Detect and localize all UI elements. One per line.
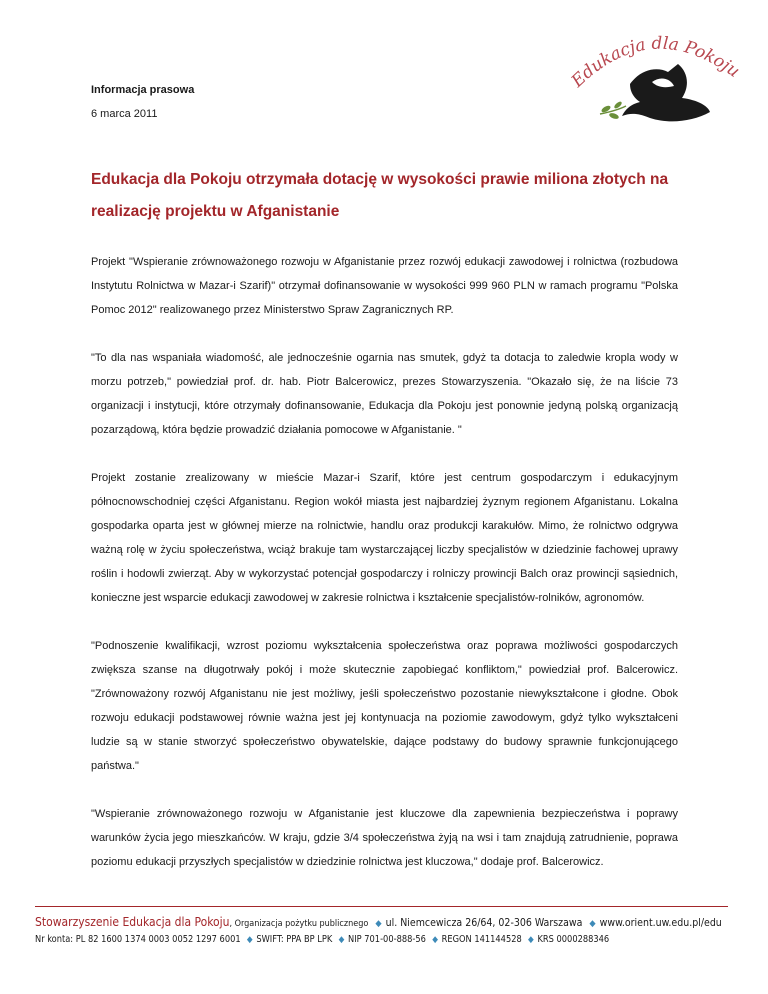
logo-text: Edukacja dla Pokoj: [567, 33, 734, 92]
article-body: [91, 250, 678, 898]
paragraph: Projekt zostanie zrealizowany w mieście Mazar-i Szarif, które jest centrum gospodarczym i edukacyjnym północnowschodniej części Afganistanu. Region wokół miasta jest najbardziej żyznym regionem Afganistanu. Lokalna gospodarka oparta jest w głównej mierze na rolnictwie, handlu oraz produkcji karakułów. Mimo, że rolnictwo odgrywa ważną rolę w życiu społeczeństwa, wciąż brakuje tam wystarczającej liczby specjalistów w dziedzinie fachowej uprawy roślin i hodowli zwierząt. Aby w wykorzystać potencjał gospodarczy i rolniczy prowincji Balch oraz prowincji sąsiednich, konieczne jest wsparcie edukacji zawodowej w zakresie rolnictwa i kształcenie specjalistów-rolników, agronomów.: [91, 472, 678, 604]
separator-icon: ◆: [432, 935, 438, 945]
footer-row-2: [35, 932, 679, 948]
paragraph: "Wspieranie zrównoważonego rozwoju w Afganistanie jest kluczowe dla zapewnienia bezpieczeństwa i poprawy warunków życia jego mieszkańców. W kraju, gdzie 3/4 społeczeństwa żyją na wsi i tam znajdują zatrudnienie, poprawa poziomu edukacji przyszłych specjalistów w dziedzinie rolnictwa jest kluczowa," dodaje prof. Balcerowicz.: [91, 808, 678, 868]
footer-org-type: , Organizacja pożytku publicznego: [229, 919, 369, 929]
footer-address: ul. Niemcewicza 26/64, 02-306 Warszawa: [385, 917, 583, 929]
paragraph: "To dla nas wspaniała wiadomość, ale jednocześnie ogarnia nas smutek, gdyż ta dotacja to zaledwie kropla wody w morzu potrzeb," powiedział prof. dr. hab. Piotr Balcerowicz, prezes Stowarzyszenia. "Okazało się, że na liście 73 organizacji i instytucji, które otrzymały dofinansowanie, Edukacja dla Pokoju jest ponownie jedyną polską organizacją pozarządową, która będzie prowadzić działania pomocowe w Afganistanie. ": [91, 352, 678, 436]
footer-nip: NIP 701-00-888-56: [348, 934, 426, 945]
footer-krs: KRS 0000288346: [537, 934, 610, 945]
separator-icon: ◆: [528, 935, 534, 945]
paragraph: Projekt "Wspieranie zrównoważonego rozwoju w Afganistanie przez rozwój edukacji zawodowej i rolnictwa (rozbudowa Instytutu Rolnictwa w Mazar-i Szarif)" otrzymał dofinansowanie w wysokości 999 960 PLN w ramach programu "Polska Pomoc 2012" realizowanego przez Ministerstwo Spraw Zagranicznych RP.: [91, 256, 678, 316]
footer-org-name: Stowarzyszenie Edukacja dla Pokoju: [35, 915, 230, 929]
release-date: 6 marca 2011: [91, 108, 158, 120]
footer-row-1: [35, 914, 735, 932]
footer-swift: SWIFT: PPA BP LPK: [256, 934, 333, 945]
separator-icon: ◆: [246, 935, 253, 945]
footer-divider: [35, 906, 728, 907]
page-title: Edukacja dla Pokoju otrzymała dotację w wysokości prawie miliona złotych na realizację projektu w Afganistanie: [91, 171, 669, 220]
footer-website[interactable]: www.orient.uw.edu.pl/edu: [599, 917, 722, 929]
footer-account: Nr konta: PL 82 1600 1374 0003 0052 1297 6001: [35, 934, 241, 945]
paragraph: "Podnoszenie kwalifikacji, wzrost poziomu wykształcenia społeczeństwa oraz poprawa możliwości gospodarczych zwiększa szanse na długotrwały pokój i może skutecznie zapobiegać konfliktom," powiedział prof. Balcerowicz. "Zrównoważony rozwój Afganistanu nie jest możliwy, jeśli społeczeństwo pozostanie niewykształcone i głodne. Obok rozwoju edukacji podstawowej równie ważna jest jej kontynuacja na poziomie zawodowym, gdyż tylko wykształceni ludzie są w stanie stworzyć społeczeństwo obywatelskie, dające podstawy do budowy sprawnie funkcjonującego państwa.": [91, 640, 678, 772]
separator-icon: ◆: [338, 935, 345, 945]
footer: [35, 914, 735, 948]
press-release-label: Informacja prasowa: [91, 84, 195, 96]
footer-regon: REGON 141144528: [441, 934, 522, 945]
logo: [560, 26, 740, 144]
dove-logo-icon: [560, 26, 740, 144]
separator-icon: ◆: [589, 919, 596, 929]
separator-icon: ◆: [375, 919, 382, 929]
